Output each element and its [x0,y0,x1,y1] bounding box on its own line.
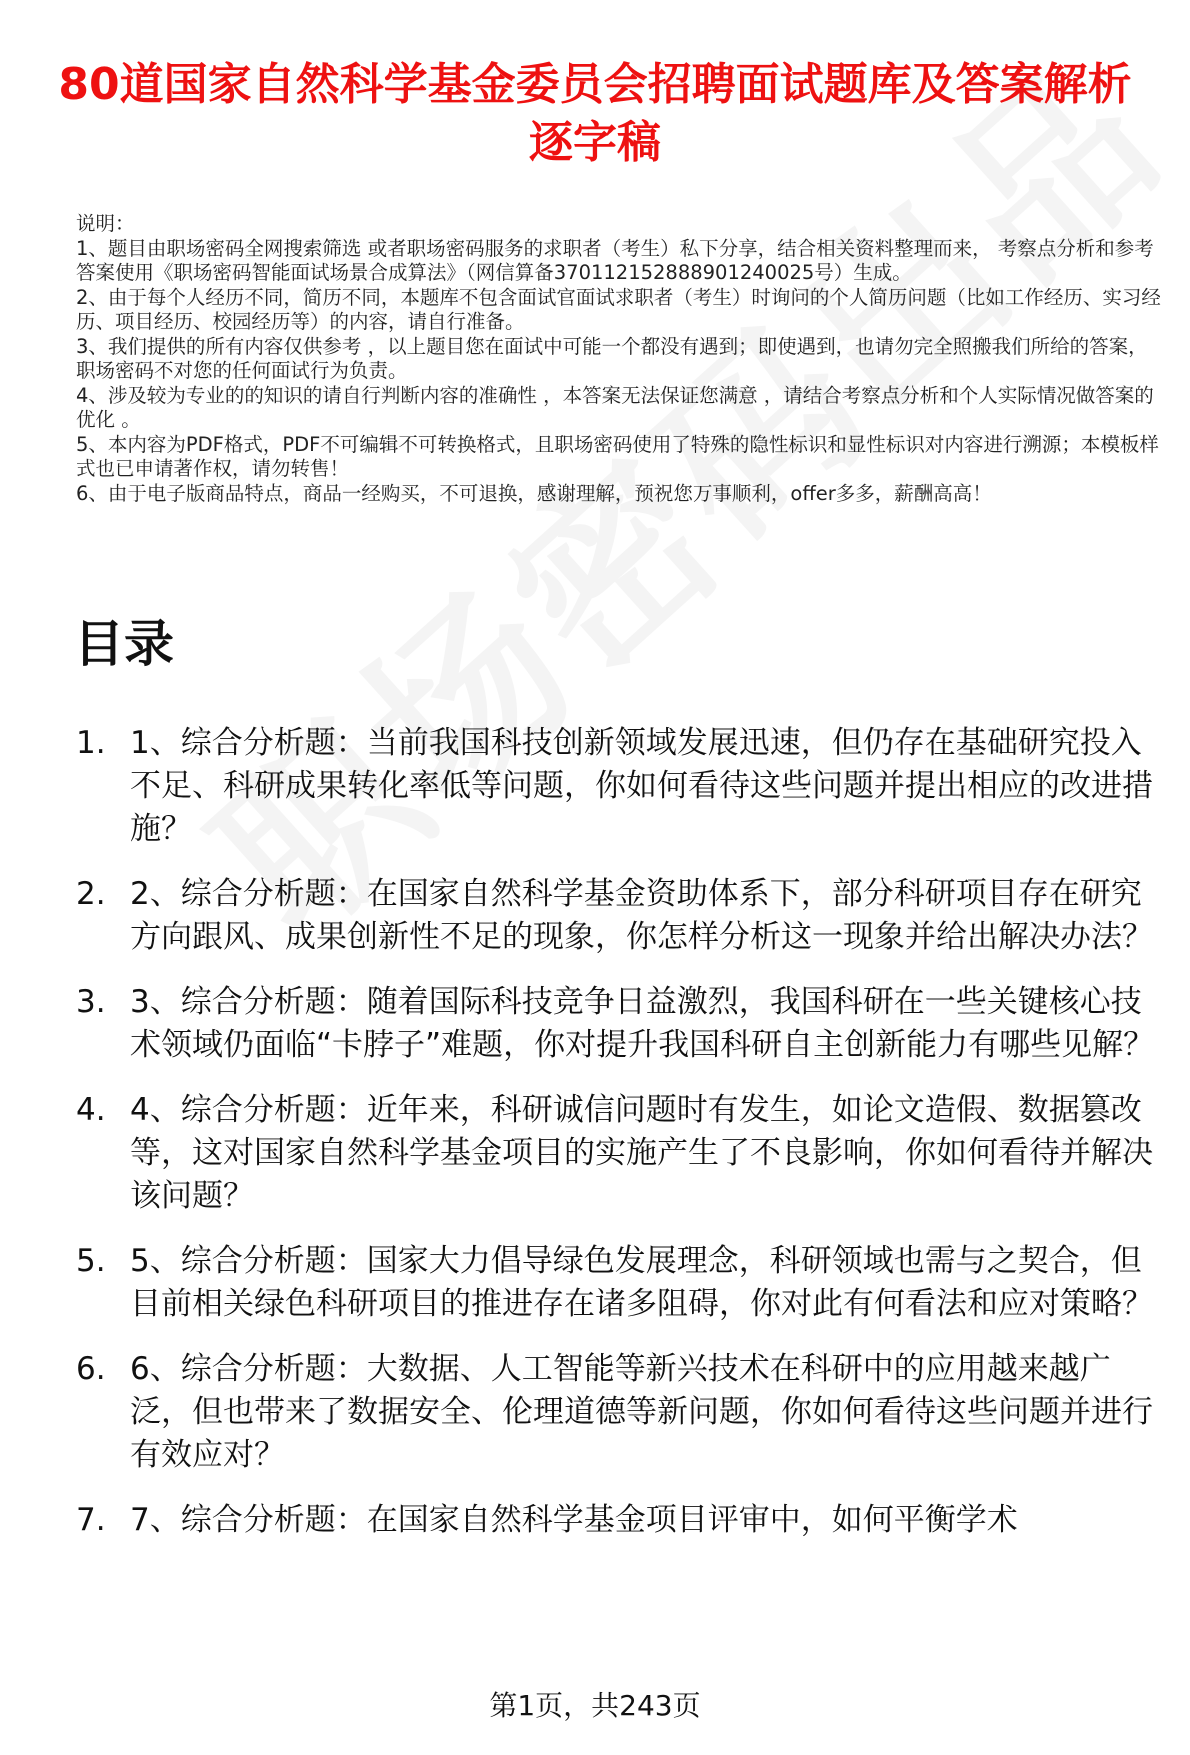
note-item: 5、本内容为PDF格式，PDF不可编辑不可转换格式，且职场密码使用了特殊的隐性标识和显性标识对内容进行溯源；本模板样式也已申请著作权，请勿转售！ [76,432,1159,480]
note-item: 4、涉及较为专业的的知识的请自行判断内容的准确性 ，本答案无法保证您满意 ，请结合考察点分析和个人实际情况做答案的优化 。 [76,383,1154,431]
table-of-contents [76,722,1168,1652]
toc-item-number: 5. [76,1243,106,1279]
toc-item-text: 1、综合分析题：当前我国科技创新领域发展迅速，但仍存在基础研究投入不足、科研成果转化率低等问题，你如何看待这些问题并提出相应的改进措施？ [130,725,1153,847]
toc-item-text: 6、综合分析题：大数据、人工智能等新兴技术在科研中的应用越来越广泛，但也带来了数据安全、伦理道德等新问题，你如何看待这些问题并进行有效应对？ [130,1351,1153,1473]
toc-item-text: 2、综合分析题：在国家自然科学基金资助体系下，部分科研项目存在研究方向跟风、成果创新性不足的现象，你怎样分析这一现象并给出解决办法？ [130,876,1153,955]
note-item: 1、题目由职场密码全网搜索筛选 或者职场密码服务的求职者（考生）私下分享，结合相关资料整理而来， 考察点分析和参考答案使用《职场密码智能面试场景合成算法》（网信算备370112152888901240025号）生成。 [76,236,1154,284]
toc-item[interactable] [76,1499,1168,1542]
toc-item-number: 2. [76,876,106,912]
notes-section [76,212,1166,506]
toc-item[interactable] [76,1089,1168,1218]
toc-item[interactable] [76,873,1168,959]
toc-item-number: 1. [76,725,106,761]
toc-item[interactable] [76,1240,1168,1326]
toc-item-number: 3. [76,984,106,1020]
note-item: 6、由于电子版商品特点，商品一经购买，不可退换，感谢理解，预祝您万事顺利，offer多多，薪酬高高！ [76,481,992,505]
toc-item[interactable] [76,1348,1168,1477]
note-item: 3、我们提供的所有内容仅供参考 ，以上题目您在面试中可能一个都没有遇到；即使遇到，也请勿完全照搬我们所给的答案，职场密码不对您的任何面试行为负责。 [76,334,1148,382]
toc-item[interactable] [76,981,1168,1067]
toc-item-number: 4. [76,1092,106,1128]
note-item: 2、由于每个人经历不同，简历不同，本题库不包含面试官面试求职者（考生）时询问的个人简历问题（比如工作经历、实习经历、项目经历、校园经历等）的内容，请自行准备。 [76,285,1161,333]
page-footer: 第1页，共243页 [489,1689,701,1722]
toc-item-number: 7. [76,1502,106,1538]
notes-heading: 说明： [76,212,135,235]
toc-item-text: 4、综合分析题：近年来，科研诚信问题时有发生，如论文造假、数据篡改等，这对国家自然科学基金项目的实施产生了不良影响，你如何看待并解决该问题？ [130,1092,1153,1214]
toc-item-text: 5、综合分析题：国家大力倡导绿色发展理念，科研领域也需与之契合，但目前相关绿色科研项目的推进存在诸多阻碍，你对此有何看法和应对策略？ [130,1243,1153,1322]
toc-item[interactable] [76,722,1168,851]
toc-item-text: 7、综合分析题：在国家自然科学基金项目评审中，如何平衡学术 [130,1502,1018,1538]
toc-heading: 目录 [74,615,174,673]
toc-item-number: 6. [76,1351,106,1387]
toc-item-text: 3、综合分析题：随着国际科技竞争日益激烈，我国科研在一些关键核心技术领域仍面临“卡脖子”难题，你对提升我国科研自主创新能力有哪些见解？ [130,984,1155,1063]
document-title: 80道国家自然科学基金委员会招聘面试题库及答案解析逐字稿 [58,59,1132,168]
